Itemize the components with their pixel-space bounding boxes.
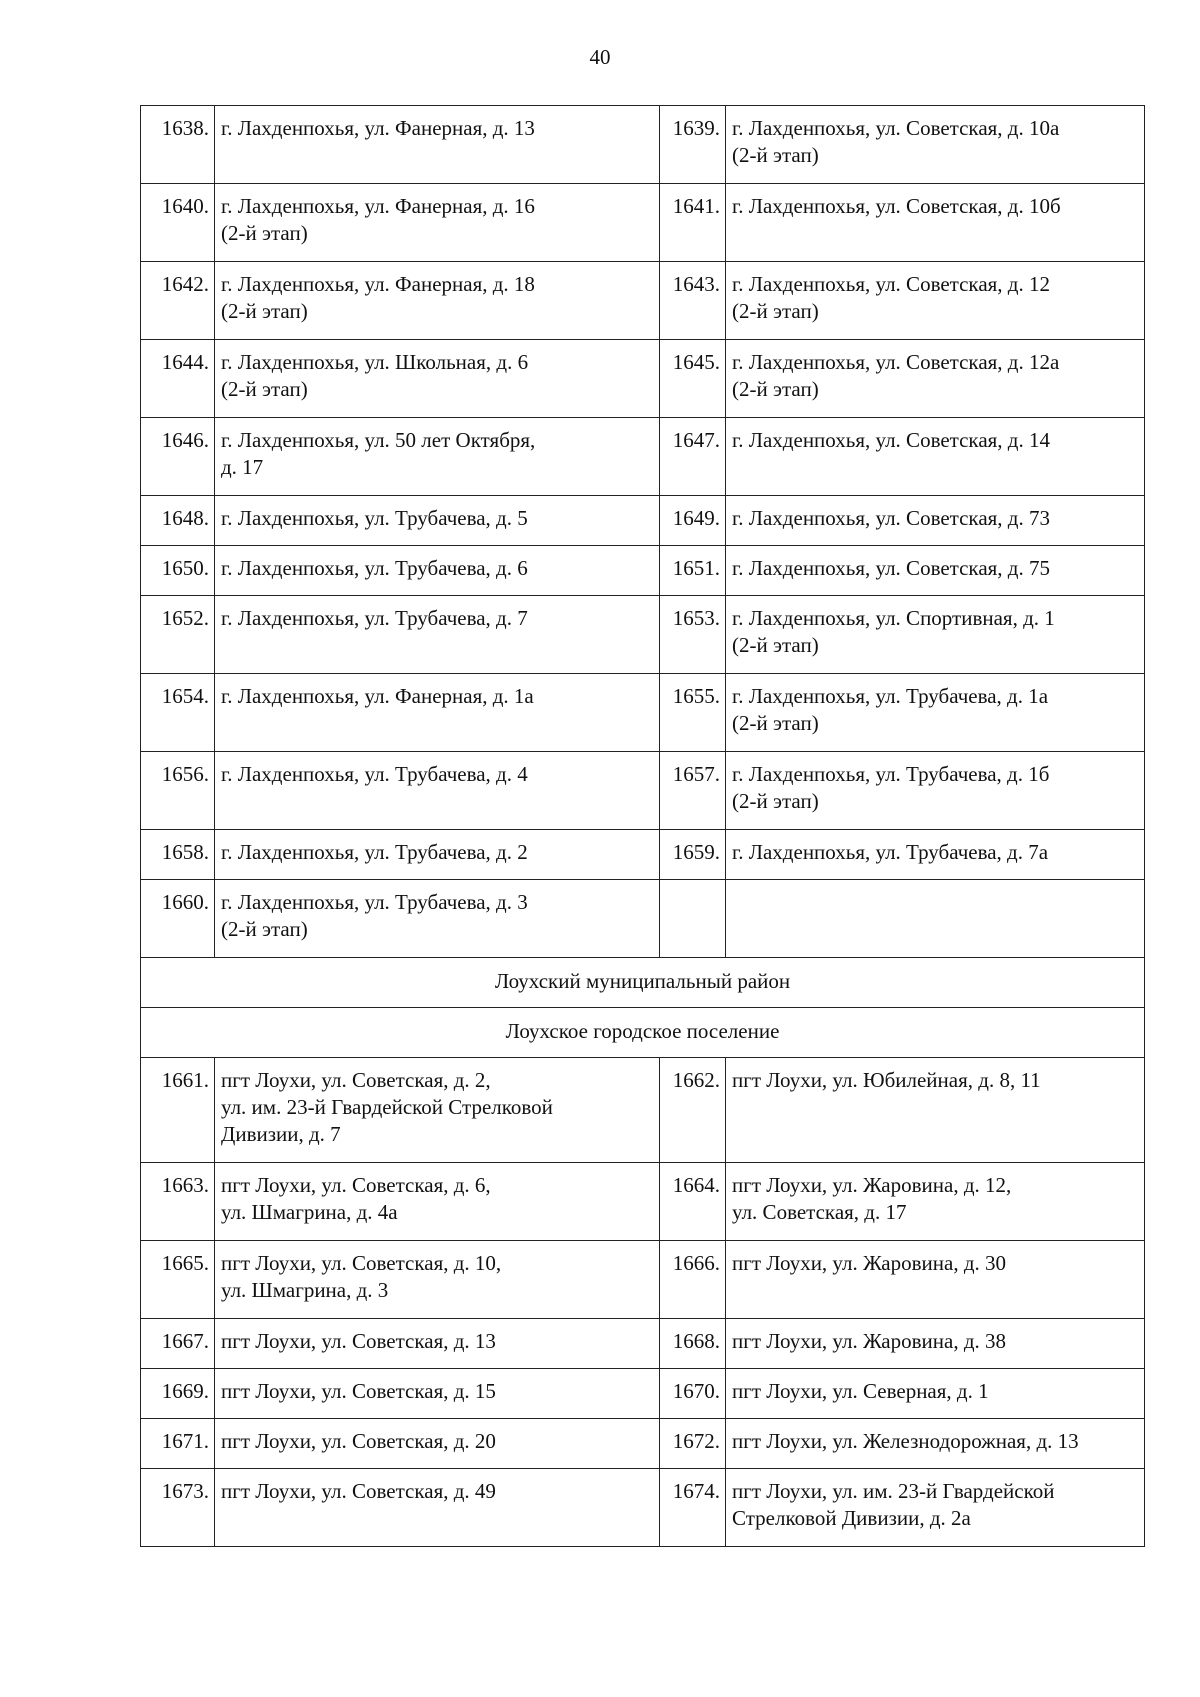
address-line: г. Лахденпохья, ул. Трубачева, д. 5 [221,506,528,530]
table-row [141,1469,1145,1547]
address-right [726,1319,1145,1369]
entry-number-left: 1665. [141,1241,215,1319]
entry-number-right: 1645. [660,340,726,418]
address-left [215,1419,660,1469]
address-left [215,880,660,958]
address-line: г. Лахденпохья, ул. Советская, д. 10а [732,116,1060,140]
page-number: 40 [589,45,611,69]
section-header: Лоухское городское поселение [141,1008,1145,1058]
address-line: г. Лахденпохья, ул. Трубачева, д. 7 [221,606,528,630]
address-line: (2-й этап) [732,711,819,735]
address-line: г. Лахденпохья, ул. Фанерная, д. 16 [221,194,535,218]
address-line: пгт Лоухи, ул. Советская, д. 10, [221,1251,502,1275]
address-table-body [141,106,1145,1547]
address-right [726,1163,1145,1241]
address-line: г. Лахденпохья, ул. Фанерная, д. 18 [221,272,535,296]
entry-number-right: 1659. [660,830,726,880]
table-row [141,418,1145,496]
address-left [215,1319,660,1369]
table-row [141,184,1145,262]
address-line: г. Лахденпохья, ул. Фанерная, д. 1а [221,684,534,708]
section-header-row [141,958,1145,1008]
address-left [215,340,660,418]
entry-number-left: 1648. [141,496,215,546]
address-line: (2-й этап) [732,143,819,167]
table-row [141,674,1145,752]
address-line: (2-й этап) [732,299,819,323]
address-left [215,1058,660,1163]
table-row [141,1058,1145,1163]
address-line: г. Лахденпохья, ул. Советская, д. 10б [732,194,1061,218]
address-line: пгт Лоухи, ул. Советская, д. 15 [221,1379,496,1403]
address-line: ул. Шмагрина, д. 4а [221,1200,398,1224]
address-line: пгт Лоухи, ул. Юбилейная, д. 8, 11 [732,1068,1041,1092]
table-row [141,106,1145,184]
address-line: Дивизии, д. 7 [221,1122,341,1146]
address-left [215,752,660,830]
address-line: д. 17 [221,455,264,479]
address-left [215,496,660,546]
entry-number-right: 1662. [660,1058,726,1163]
address-line: (2-й этап) [221,377,308,401]
entry-number-left: 1673. [141,1469,215,1547]
address-line: г. Лахденпохья, ул. Трубачева, д. 2 [221,840,528,864]
address-line: пгт Лоухи, ул. Жаровина, д. 30 [732,1251,1007,1275]
entry-number-right: 1657. [660,752,726,830]
address-line: (2-й этап) [221,221,308,245]
entry-number-right: 1653. [660,596,726,674]
address-line: г. Лахденпохья, ул. Трубачева, д. 6 [221,556,528,580]
table-row [141,262,1145,340]
address-right [726,674,1145,752]
address-right [726,1469,1145,1547]
entry-number-left: 1652. [141,596,215,674]
address-right [726,262,1145,340]
entry-number-left: 1671. [141,1419,215,1469]
address-line: пгт Лоухи, ул. Железнодорожная, д. 13 [732,1429,1079,1453]
entry-number-left: 1650. [141,546,215,596]
entry-number-right: 1666. [660,1241,726,1319]
address-line: пгт Лоухи, ул. Советская, д. 2, [221,1068,491,1092]
address-left [215,674,660,752]
table-row [141,340,1145,418]
address-line: пгт Лоухи, ул. Советская, д. 20 [221,1429,496,1453]
address-right [726,340,1145,418]
address-left [215,596,660,674]
address-line: г. Лахденпохья, ул. Трубачева, д. 4 [221,762,528,786]
table-row [141,1369,1145,1419]
address-right [726,106,1145,184]
table-row [141,546,1145,596]
address-left [215,1369,660,1419]
address-line: г. Лахденпохья, ул. Советская, д. 14 [732,428,1050,452]
address-line: г. Лахденпохья, ул. Трубачева, д. 1б [732,762,1050,786]
entry-number-left: 1658. [141,830,215,880]
address-left [215,1241,660,1319]
entry-number-left: 1661. [141,1058,215,1163]
table-row [141,1241,1145,1319]
table-row [141,496,1145,546]
address-line: г. Лахденпохья, ул. Фанерная, д. 13 [221,116,535,140]
entry-number-left: 1669. [141,1369,215,1419]
table-row [141,880,1145,958]
address-line: ул. Шмагрина, д. 3 [221,1278,389,1302]
address-right [726,830,1145,880]
entry-number-right [660,880,726,958]
address-line: г. Лахденпохья, ул. Советская, д. 75 [732,556,1050,580]
table-row [141,596,1145,674]
section-header-row [141,1008,1145,1058]
address-line: г. Лахденпохья, ул. Трубачева, д. 7а [732,840,1049,864]
entry-number-right: 1649. [660,496,726,546]
address-right [726,418,1145,496]
address-right [726,880,1145,958]
address-line: пгт Лоухи, ул. Северная, д. 1 [732,1379,989,1403]
address-line: г. Лахденпохья, ул. Трубачева, д. 3 [221,890,528,914]
address-line: (2-й этап) [221,917,308,941]
address-right [726,546,1145,596]
table-row [141,752,1145,830]
address-line: пгт Лоухи, ул. Жаровина, д. 12, [732,1173,1012,1197]
entry-number-left: 1640. [141,184,215,262]
address-left [215,184,660,262]
address-line: пгт Лоухи, ул. Советская, д. 49 [221,1479,496,1503]
address-right [726,1058,1145,1163]
address-line: пгт Лоухи, ул. Советская, д. 6, [221,1173,491,1197]
entry-number-left: 1656. [141,752,215,830]
address-right [726,1419,1145,1469]
entry-number-right: 1668. [660,1319,726,1369]
address-line: г. Лахденпохья, ул. Трубачева, д. 1а [732,684,1049,708]
address-line: ул. им. 23-й Гвардейской Стрелковой [221,1095,553,1119]
entry-number-right: 1670. [660,1369,726,1419]
entry-number-left: 1646. [141,418,215,496]
address-line: (2-й этап) [732,377,819,401]
entry-number-left: 1660. [141,880,215,958]
address-right [726,1241,1145,1319]
entry-number-left: 1642. [141,262,215,340]
address-line: г. Лахденпохья, ул. Советская, д. 12 [732,272,1050,296]
address-line: г. Лахденпохья, ул. Советская, д. 73 [732,506,1050,530]
address-line: г. Лахденпохья, ул. Спортивная, д. 1 [732,606,1055,630]
address-left [215,830,660,880]
address-line: г. Лахденпохья, ул. Школьная, д. 6 [221,350,529,374]
address-right [726,184,1145,262]
table-row [141,830,1145,880]
address-line: г. Лахденпохья, ул. Советская, д. 12а [732,350,1060,374]
entry-number-right: 1641. [660,184,726,262]
address-right [726,596,1145,674]
address-line: (2-й этап) [732,633,819,657]
address-line: пгт Лоухи, ул. Советская, д. 13 [221,1329,496,1353]
entry-number-right: 1674. [660,1469,726,1547]
entry-number-right: 1639. [660,106,726,184]
entry-number-right: 1651. [660,546,726,596]
address-left [215,1163,660,1241]
address-line: г. Лахденпохья, ул. 50 лет Октября, [221,428,536,452]
address-left [215,106,660,184]
address-line: пгт Лоухи, ул. им. 23-й Гвардейской [732,1479,1055,1503]
address-table [140,105,1145,1547]
address-left [215,546,660,596]
entry-number-right: 1664. [660,1163,726,1241]
entry-number-left: 1644. [141,340,215,418]
table-row [141,1319,1145,1369]
address-left [215,262,660,340]
entry-number-right: 1647. [660,418,726,496]
address-line: ул. Советская, д. 17 [732,1200,907,1224]
address-left [215,1469,660,1547]
entry-number-left: 1663. [141,1163,215,1241]
entry-number-right: 1672. [660,1419,726,1469]
section-header: Лоухский муниципальный район [141,958,1145,1008]
entry-number-left: 1638. [141,106,215,184]
address-left [215,418,660,496]
address-line: пгт Лоухи, ул. Жаровина, д. 38 [732,1329,1007,1353]
address-line: Стрелковой Дивизии, д. 2а [732,1506,971,1530]
table-row [141,1419,1145,1469]
entry-number-right: 1643. [660,262,726,340]
table-row [141,1163,1145,1241]
address-line: (2-й этап) [732,789,819,813]
entry-number-left: 1654. [141,674,215,752]
address-right [726,496,1145,546]
entry-number-left: 1667. [141,1319,215,1369]
entry-number-right: 1655. [660,674,726,752]
address-right [726,1369,1145,1419]
address-line: (2-й этап) [221,299,308,323]
address-right [726,752,1145,830]
